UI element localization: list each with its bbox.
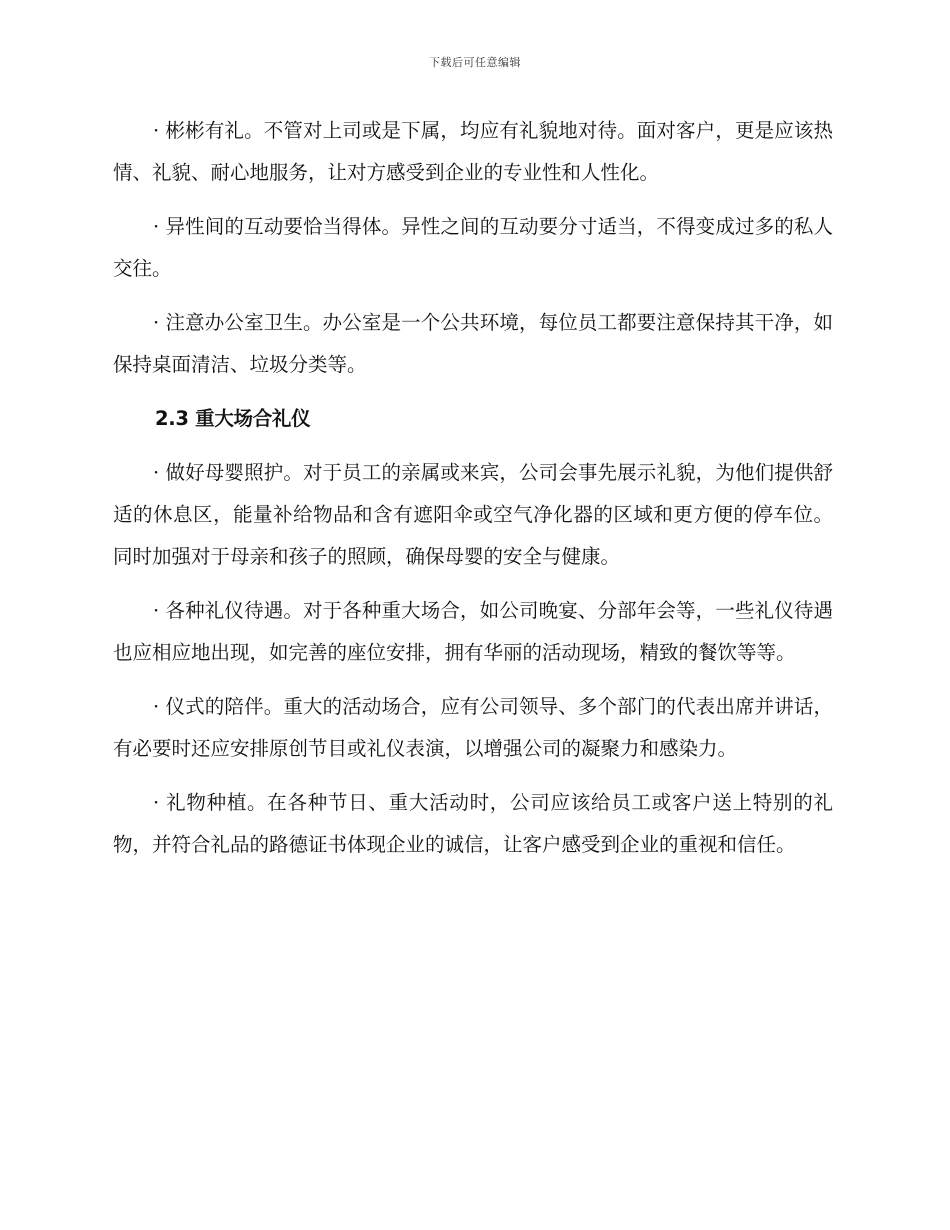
page-header: 下载后可任意编辑 xyxy=(429,56,521,69)
paragraph-ceremony: · 仪式的陪伴。重大的活动场合，应有公司领导、多个部门的代表出席并讲话，有必要时还应安排原创节目或礼仪表演，以增强公司的凝聚力和感染力。 xyxy=(113,695,833,760)
paragraph-courtesy: · 彬彬有礼。不管对上司或是下属，均应有礼貌地对待。面对客户，更是应该热情、礼貌、耐心地服务，让对方感受到企业的专业性和人性化。 xyxy=(113,119,833,184)
section-heading: 2.3 重大场合礼仪 xyxy=(155,407,311,430)
paragraph-maternal-care: · 做好母婴照护。对于员工的亲属或来宾，公司会事先展示礼貌，为他们提供舒适的休息区，能量补给物品和含有遮阳伞或空气净化器的区域和更方便的停车位。同时加强对于母亲和孩子的照顾，确保母婴的安全与健康。 xyxy=(113,461,833,568)
paragraph-gifts: · 礼物种植。在各种节日、重大活动时，公司应该给员工或客户送上特别的礼物，并符合礼品的路德证书体现企业的诚信，让客户感受到企业的重视和信任。 xyxy=(113,791,833,856)
paragraph-etiquette-treatment: · 各种礼仪待遇。对于各种重大场合，如公司晚宴、分部年会等，一些礼仪待遇也应相应地出现，如完善的座位安排，拥有华丽的活动现场，精致的餐饮等等。 xyxy=(113,599,833,664)
paragraph-office-hygiene: · 注意办公室卫生。办公室是一个公共环境，每位员工都要注意保持其干净，如保持桌面清洁、垃圾分类等。 xyxy=(113,311,833,376)
paragraph-gender-interaction: · 异性间的互动要恰当得体。异性之间的互动要分寸适当，不得变成过多的私人交往。 xyxy=(113,215,833,280)
document-body xyxy=(113,110,833,878)
